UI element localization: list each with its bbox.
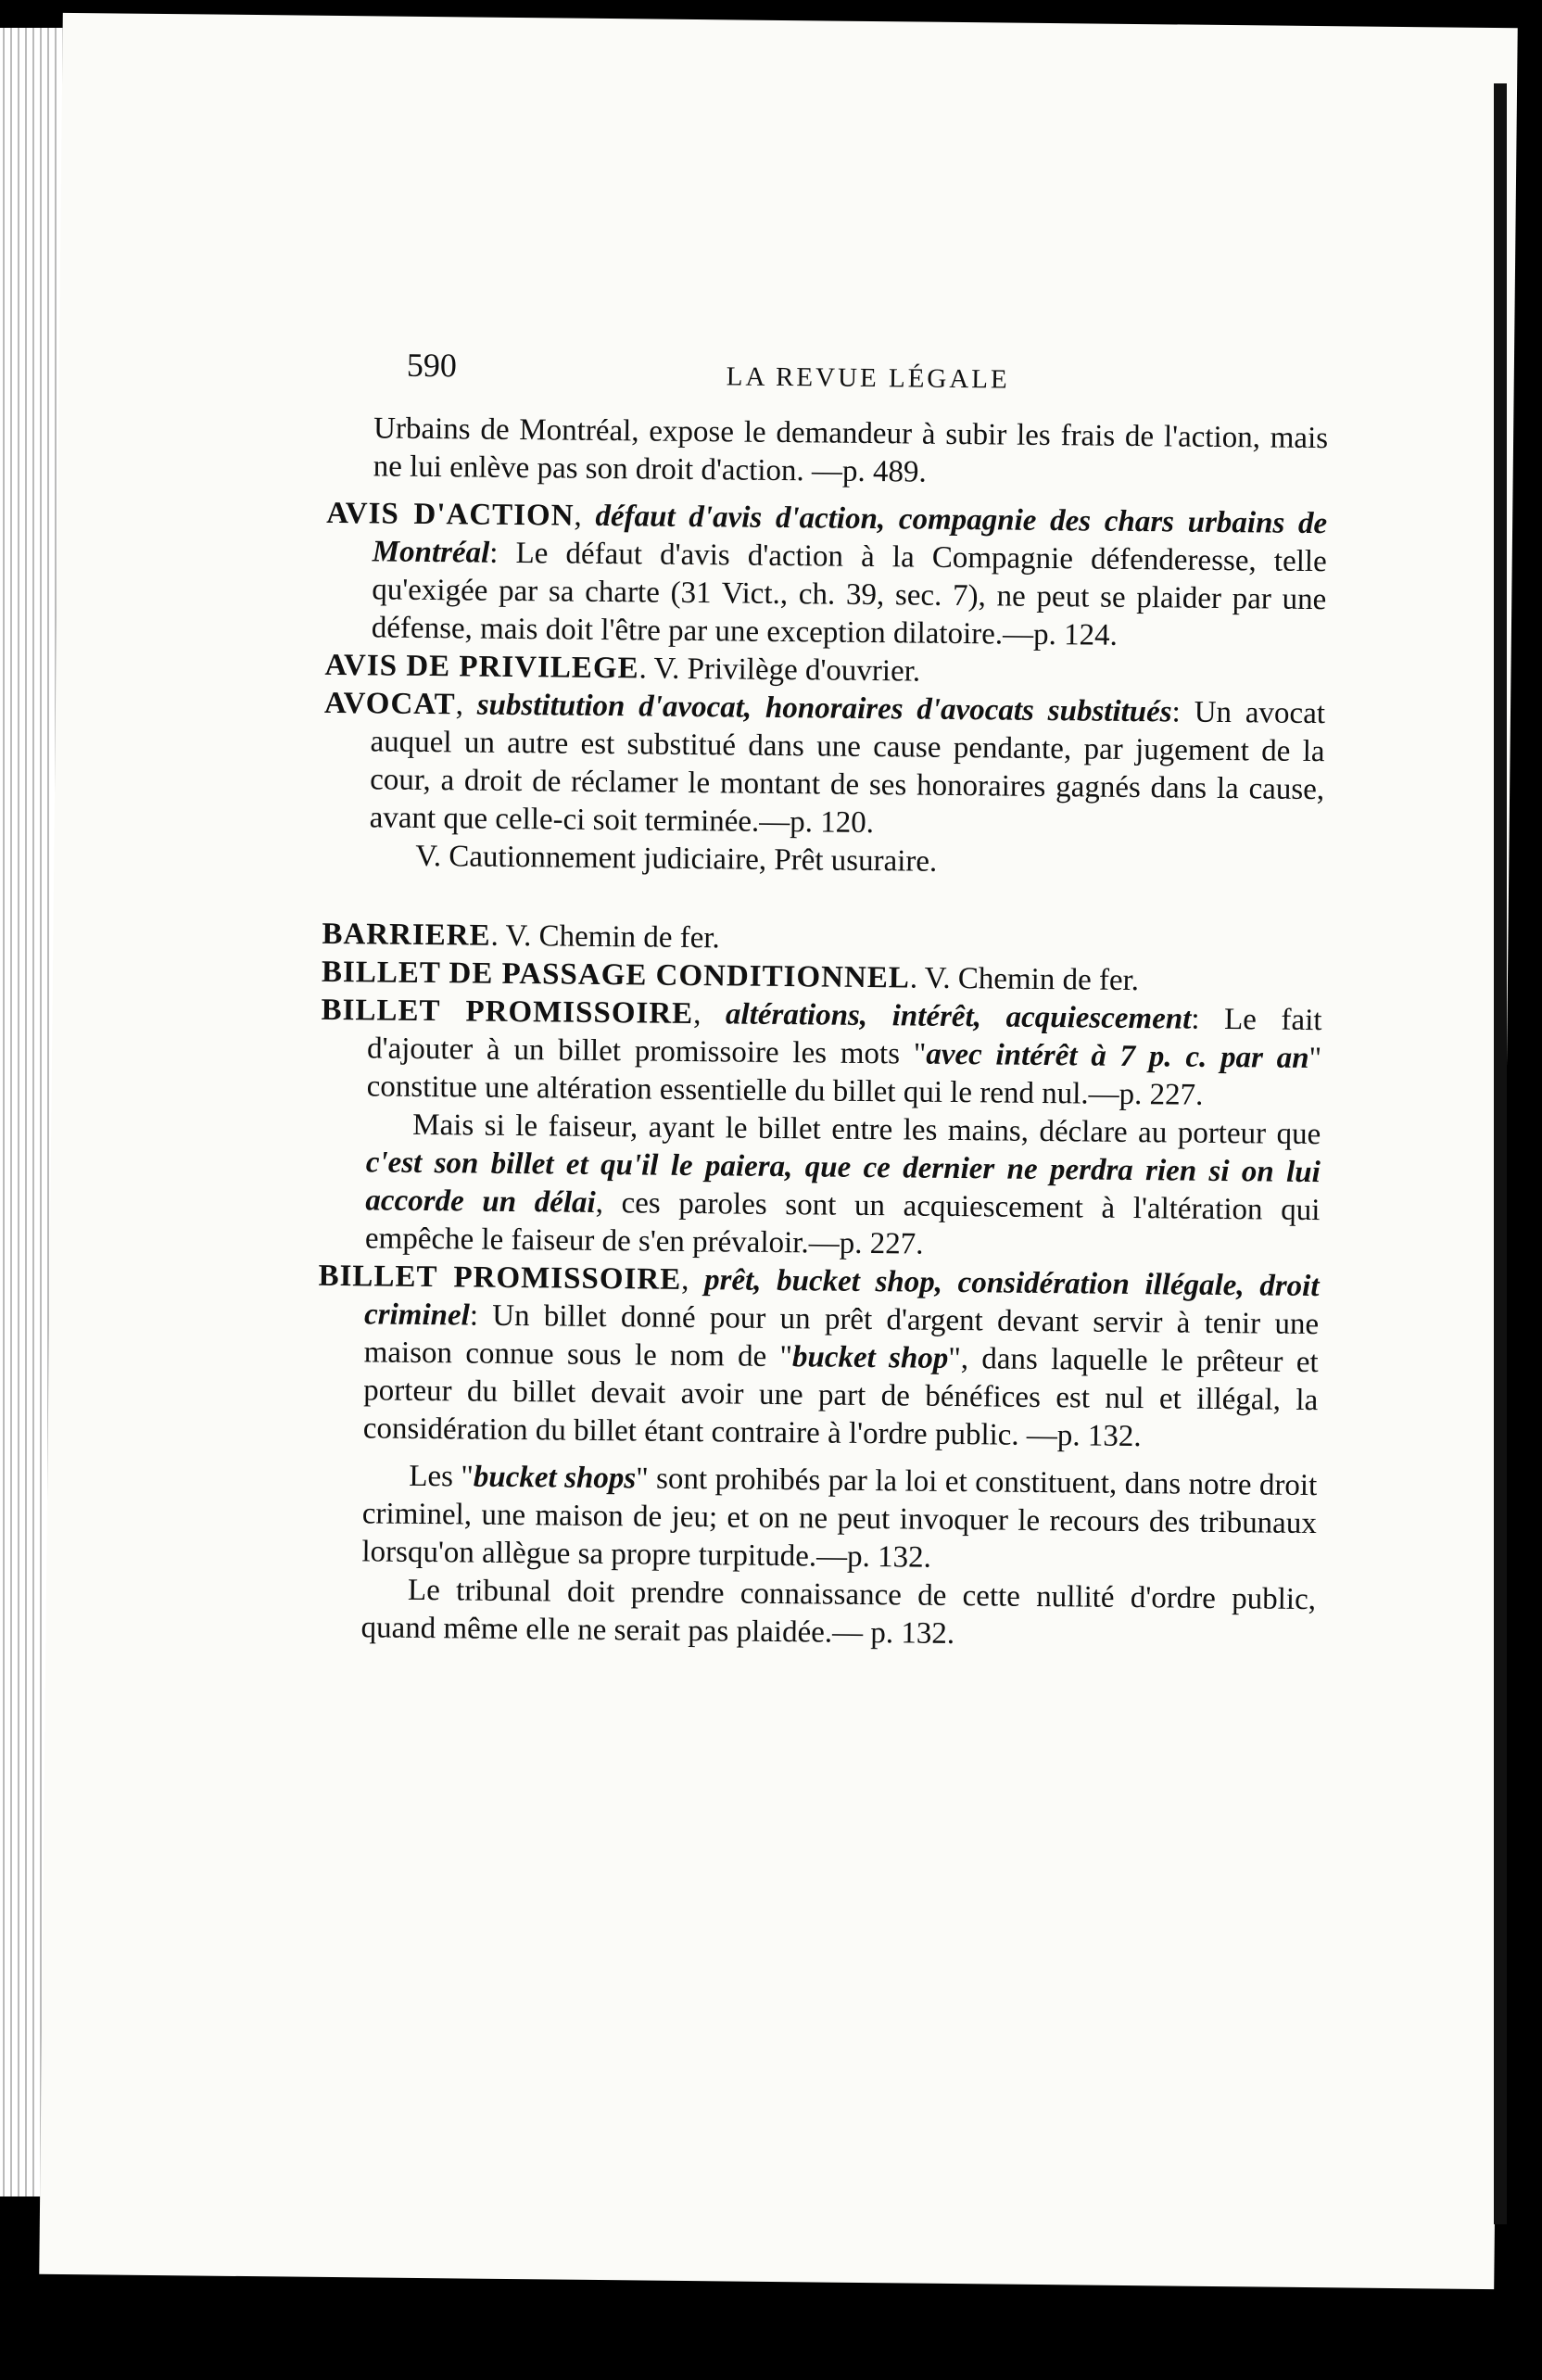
entry-text: . V. Chemin de fer. — [909, 961, 1140, 998]
entry-text: " constitue une altération essentielle du billet qui le rend nul.—p. 227. — [366, 1041, 1322, 1112]
entry-italic-text: prêt, bucket shop, considération illégale, droit criminel — [363, 1263, 1320, 1333]
entry-italic-text: avec intérêt à 7 p. c. par an — [926, 1037, 1309, 1075]
entry-text: V. Cautionnement judiciaire, Prêt usuraire. — [415, 839, 938, 879]
entry-avis-daction — [325, 495, 1328, 657]
entry-billet-promissoire-acquiescement — [319, 1106, 1321, 1268]
entry-nullite-ordre-public — [314, 1571, 1316, 1657]
entry-text: , — [692, 997, 727, 1032]
entry-text: , — [455, 688, 477, 722]
book-page — [39, 13, 1517, 2289]
page-edge-shadow — [1494, 83, 1507, 2224]
index-text — [314, 410, 1328, 1657]
entry-text: : Le fait d'ajouter à un billet promissoire les mots " — [366, 1002, 1322, 1071]
entry-text: Le tribunal doit prendre connaissance de cette nullité d'ordre public, quand même elle ne serait pas plaidée.— p. 132. — [360, 1573, 1317, 1652]
entry-text: : Le défaut d'avis d'action à la Compagnie défenderesse, telle qu'exigée par sa charte (31 Vict., ch. 39, sec. 7), ne peut se plaider par une défense, mais doit l'être par une exception dilatoire.—p. 124. — [371, 536, 1327, 652]
entry-text: ", dans laquelle le prêteur et porteur du billet devait avoir une part de bénéfices est nul et illégal, la considération du billet étant contraire à l'ordre public. —p. 132. — [362, 1341, 1319, 1454]
entry-text: Les " — [409, 1459, 474, 1494]
entry-text: : Un avocat auquel un autre est substitué dans une cause pendante, par jugement de la cour, a droit de réclamer le montant de ses honoraires gagnés dans la cause, avant que celle-ci soit terminée.—p. 120. — [369, 695, 1326, 841]
entry-bucket-shops-prohibes — [315, 1457, 1317, 1581]
entry-avocat — [323, 685, 1326, 847]
page-number: 590 — [406, 346, 458, 385]
entry-italic-text: c'est son billet et qu'il le paiera, que ce dernier ne perdra rien si on lui accorde un délai — [365, 1146, 1321, 1220]
entry-heading: BARRIERE — [322, 917, 491, 953]
entry-text: : Un billet donné pour un prêt d'argent devant servir à tenir une maison connue sous le nom de " — [363, 1298, 1320, 1374]
entry-heading: BILLET DE PASSAGE CONDITIONNEL — [321, 955, 911, 995]
entry-heading: AVOCAT — [323, 686, 456, 722]
entry-heading: AVIS DE PRIVILEGE — [324, 648, 639, 686]
entry-italic-text: bucket shops — [473, 1460, 637, 1496]
entry-italic-text: défaut d'avis d'action, compagnie des chars urbains de Montréal — [372, 499, 1328, 570]
running-head — [407, 346, 1389, 393]
entry-text: " sont prohibés par la loi et constituent, dans notre droit criminel, une maison de jeu; et on ne peut invoquer le recours des tribunaux lorsqu'on allègue sa propre turpitude.—p. 132. — [361, 1462, 1318, 1575]
entry-billet-promissoire-bucket-shop — [317, 1258, 1320, 1458]
entry-text: Urbains de Montréal, expose le demandeur à subir les frais de l'action, mais ne lui enlève pas son droit d'action. —p. 489. — [373, 411, 1329, 489]
entry-billet-promissoire-alterations — [320, 992, 1321, 1116]
entry-continuation — [326, 410, 1328, 496]
entry-italic-text: bucket shop — [791, 1340, 949, 1375]
entry-text: Mais si le faiseur, ayant le billet entre les mains, déclare au porteur que — [412, 1108, 1321, 1152]
entry-italic-text: substitution d'avocat, honoraires d'avocats substitués — [476, 688, 1172, 729]
entry-text: , — [681, 1262, 705, 1298]
entry-italic-text: altérations, intérêt, acquiescement — [725, 997, 1192, 1036]
entry-heading: BILLET PROMISSOIRE — [321, 993, 694, 1032]
entry-heading: BILLET PROMISSOIRE — [318, 1259, 682, 1297]
entry-text: . V. Chemin de fer. — [490, 918, 720, 956]
journal-title: LA REVUE LÉGALE — [726, 361, 1010, 395]
entry-text: . V. Privilège d'ouvrier. — [638, 652, 921, 689]
entry-heading: AVIS D'ACTION — [325, 496, 575, 533]
entry-text: , — [574, 499, 596, 533]
entry-text: , ces paroles sont un acquiescement à l'altération qui empêche le faiseur de s'en prévaloir.—p. 227. — [364, 1185, 1321, 1261]
